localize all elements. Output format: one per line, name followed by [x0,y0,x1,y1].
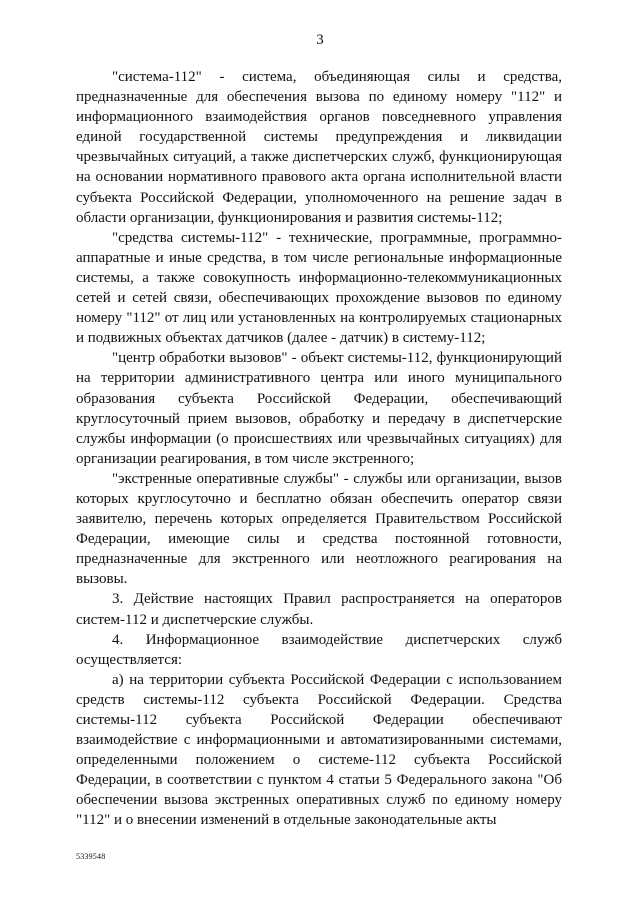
clause-3: 3. Действие настоящих Правил распространяется на операторов систем-112 и диспетчерские службы. [76,591,562,628]
definition-emergency-services: "экстренные оперативные службы" - службы или организации, вызов которых круглосуточно и бесплатно обязан обеспечить оператор связи заявителю, перечень которых определяется Правительством Российской Федерации, имеющие силы и средства постоянной готовности, предназначенные для экстренного или неотложного реагирования на вызовы. [76,470,562,588]
document-code: 5339548 [76,852,106,861]
definition-system-112-means: "средства системы-112" - технические, программные, программно-аппаратные и иные средства, в том числе региональные информационные системы, а также совокупность информационно-телекоммуникационных сетей и сетей связи, обеспечивающих прохождение вызовов по единому номеру "112" от лиц или установленных на контролируемых стационарных и подвижных объектах датчиков (далее - датчик) в систему-112; [76,229,562,347]
definition-system-112: "система-112" - система, объединяющая силы и средства, предназначенные для обеспечения вызова по единому номеру "112" и информационного взаимодействия органов повседневного управления единой государственной системы предупреждения и ликвидации чрезвычайных ситуаций, а также диспетчерских служб, функционирующая на основании нормативного правового акта органа исполнительной власти субъекта Российской Федерации, уполномоченного на решение задач в области организации, функционирования и развития системы-112; [76,69,562,226]
page-number: 3 [316,32,324,48]
document-body [76,67,562,831]
clause-4: 4. Информационное взаимодействие диспетчерских служб осуществляется: [76,631,562,668]
clause-4a: а) на территории субъекта Российской Федерации с использованием средств системы-112 субъекта Российской Федерации. Средства системы-112 субъекта Российской Федерации обеспечивают взаимодействие с информационными и автоматизированными системами, определенными положением о системе-112 субъекта Российской Федерации, в соответствии с пунктом 4 статьи 5 Федерального закона "Об обеспечении вызова экстренных оперативных служб по единому номеру "112" и о внесении изменений в отдельные законодательные акты [76,671,562,829]
definition-call-processing-center: "центр обработки вызовов" - объект системы-112, функционирующий на территории административного центра или иного муниципального образования субъекта Российской Федерации, обеспечивающий круглосуточный прием вызовов, обработку и передачу в диспетчерские службы информации (о происшествиях или чрезвычайных ситуациях) для организации реагирования, в том числе экстренного; [76,350,562,467]
